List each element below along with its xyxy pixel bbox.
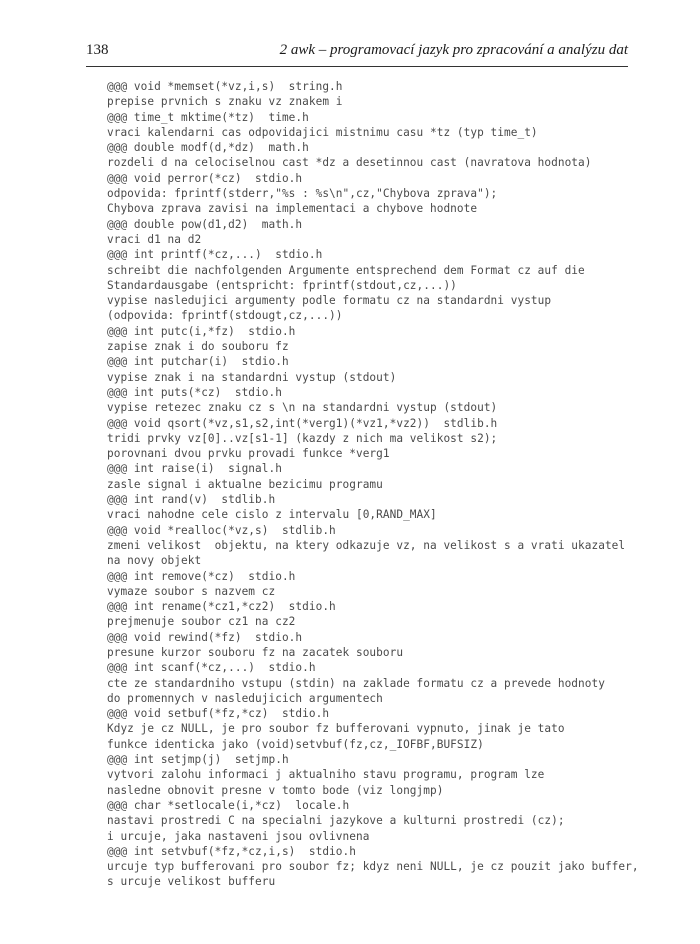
function-signature-line: @@@ int puts(*cz) stdio.h [107, 385, 282, 399]
description-line: porovnani dvou prvku provadi funkce *verg1 [107, 447, 390, 461]
function-signature-line: @@@ time_t mktime(*tz) time.h [107, 110, 309, 124]
function-signature-line: @@@ double modf(d,*dz) math.h [107, 141, 309, 155]
function-signature-line: @@@ int raise(i) signal.h [107, 462, 282, 476]
function-signature-line: @@@ double pow(d1,d2) math.h [107, 217, 303, 231]
function-signature-line: @@@ int putchar(i) stdio.h [107, 355, 289, 369]
description-line: vypise znak i na standardni vystup (stdout) [107, 370, 397, 384]
description-line: vraci nahodne cele cislo z intervalu [0,RAND_MAX] [107, 508, 437, 522]
description-line: do promennych v nasledujicich argumentech [107, 691, 383, 705]
page-header [86, 42, 628, 64]
description-line: schreibt die nachfolgenden Argumente entsprechend dem Format cz auf die [107, 263, 585, 277]
description-line: rozdeli d na celociselnou cast *dz a desetinnou cast (navratova hodnota) [107, 156, 592, 170]
running-title: 2 awk – programovací jazyk pro zpracování a analýzu dat [279, 42, 628, 58]
description-line: vytvori zalohu informaci j aktualniho stavu programu, program lze [107, 768, 545, 782]
description-line: zmeni velikost objektu, na ktery odkazuje vz, na velikost s a vrati ukazatel [107, 538, 626, 552]
description-line: Standardausgabe (entspricht: fprintf(stdout,cz,...)) [107, 278, 457, 292]
description-line: prejmenuje soubor cz1 na cz2 [107, 615, 296, 629]
function-signature-line: @@@ int remove(*cz) stdio.h [107, 569, 296, 583]
description-line: cte ze standardniho vstupu (stdin) na zaklade formatu cz a prevede hodnoty [107, 676, 605, 690]
description-line: (odpovida: fprintf(stdougt,cz,...)) [107, 309, 343, 323]
description-line: i urcuje, jaka nastaveni jsou ovlivnena [107, 829, 370, 843]
function-signature-line: @@@ int setjmp(j) setjmp.h [107, 753, 289, 767]
description-line: na novy objekt [107, 554, 202, 568]
function-signature-line: @@@ int printf(*cz,...) stdio.h [107, 248, 323, 262]
description-line: s urcuje velikost bufferu [107, 875, 276, 889]
description-line: funkce identicka jako (void)setvbuf(fz,cz,_IOFBF,BUFSIZ) [107, 737, 484, 751]
description-line: tridi prvky vz[0]..vz[s1-1] (kazdy z nich ma velikost s2); [107, 431, 498, 445]
description-line: vymaze soubor s nazvem cz [107, 584, 276, 598]
description-line: nastavi prostredi C na specialni jazykove a kulturni prostredi (cz); [107, 814, 565, 828]
description-line: vypise retezec znaku cz s \n na standardni vystup (stdout) [107, 401, 498, 415]
reference-listing [107, 79, 667, 890]
function-signature-line: @@@ int putc(i,*fz) stdio.h [107, 324, 296, 338]
description-line: prepise prvnich s znaku vz znakem i [107, 95, 343, 109]
function-signature-line: @@@ void qsort(*vz,s1,s2,int(*verg1)(*vz1,*vz2)) stdlib.h [107, 416, 498, 430]
function-signature-line: @@@ int rand(v) stdlib.h [107, 493, 276, 507]
description-line: vraci kalendarni cas odpovidajici mistnimu casu *tz (typ time_t) [107, 125, 538, 139]
function-signature-line: @@@ char *setlocale(i,*cz) locale.h [107, 798, 350, 812]
function-signature-line: @@@ void perror(*cz) stdio.h [107, 171, 303, 185]
description-line: vypise nasledujici argumenty podle formatu cz na standardni vystup [107, 294, 552, 308]
page-number: 138 [86, 42, 109, 58]
description-line: vraci d1 na d2 [107, 232, 202, 246]
function-signature-line: @@@ void setbuf(*fz,*cz) stdio.h [107, 707, 330, 721]
function-signature-line: @@@ void *realloc(*vz,s) stdlib.h [107, 523, 336, 537]
description-line: nasledne obnovit presne v tomto bode (viz longjmp) [107, 783, 444, 797]
description-line: zapise znak i do souboru fz [107, 340, 289, 354]
function-signature-line: @@@ int rename(*cz1,*cz2) stdio.h [107, 600, 336, 614]
description-line: presune kurzor souboru fz na zacatek souboru [107, 645, 404, 659]
description-line: Kdyz je cz NULL, je pro soubor fz bufferovani vypnuto, jinak je tato [107, 722, 565, 736]
function-signature-line: @@@ int setvbuf(*fz,*cz,i,s) stdio.h [107, 844, 356, 858]
header-rule [86, 66, 628, 67]
description-line: zasle signal i aktualne bezicimu programu [107, 477, 383, 491]
description-line: Chybova zprava zavisi na implementaci a chybove hodnote [107, 202, 478, 216]
function-signature-line: @@@ void rewind(*fz) stdio.h [107, 630, 303, 644]
function-signature-line: @@@ void *memset(*vz,i,s) string.h [107, 80, 343, 93]
function-signature-line: @@@ int scanf(*cz,...) stdio.h [107, 661, 316, 675]
description-line: urcuje typ bufferovani pro soubor fz; kdyz neni NULL, je cz pouzit jako buffer, [107, 860, 639, 874]
description-line: odpovida: fprintf(stderr,"%s : %s\n",cz,"Chybova zprava"); [107, 187, 498, 201]
